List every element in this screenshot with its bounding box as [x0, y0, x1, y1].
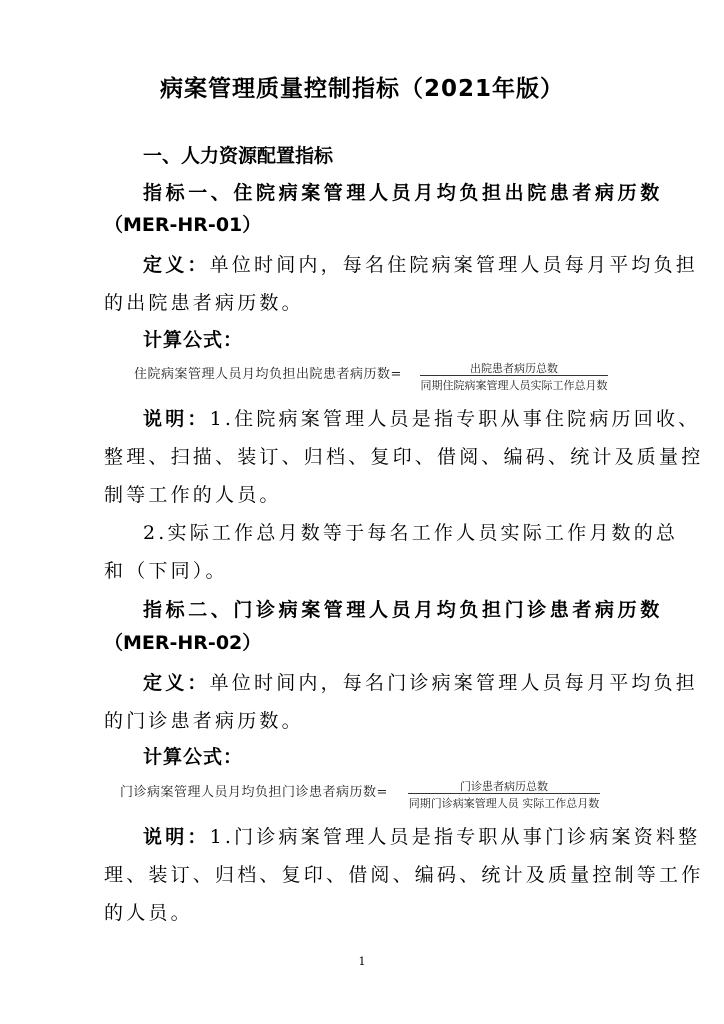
indicator2-formula-numerator: 门诊患者病历总数 — [460, 780, 548, 793]
indicator1-definition-cont: 的出院患者病历数。 — [104, 292, 304, 314]
indicator2-heading: 指标二、门诊病案管理人员月均负担门诊患者病历数 — [143, 599, 663, 621]
indicator1-note-cont: 整理、扫描、装订、归档、复印、借阅、编码、统计及质量控 — [104, 446, 704, 468]
definition-label: 定义： — [143, 672, 210, 694]
page-title: 病案管理质量控制指标（2021年版） — [159, 76, 564, 102]
indicator1-note — [143, 404, 700, 431]
indicator2-formula-lhs: 门诊病案管理人员月均负担门诊患者病历数= — [120, 785, 388, 800]
indicator2-note — [143, 822, 700, 849]
indicator2-fraction-bar — [408, 793, 600, 794]
page-number: 1 — [358, 955, 366, 968]
indicator1-fraction-bar — [420, 375, 608, 376]
indicator1-code: （MER-HR-01） — [104, 214, 262, 236]
indicator1-heading: 指标一、住院病案管理人员月均负担出院患者病历数 — [143, 182, 663, 204]
definition-text: 单位时间内，每名住院病案管理人员每月平均负担 — [209, 254, 699, 276]
note-text: 1.门诊病案管理人员是指专职从事门诊病案资料整 — [209, 826, 701, 848]
indicator1-formula-lhs: 住院病案管理人员月均负担出院患者病历数= — [134, 367, 402, 382]
note-text: 1.住院病案管理人员是指专职从事住院病历回收、 — [209, 408, 701, 430]
indicator2-formula-label: 计算公式： — [143, 746, 244, 768]
indicator1-note2-cont: 和（下同）。 — [104, 560, 228, 582]
indicator2-definition — [143, 668, 698, 695]
indicator2-code: （MER-HR-02） — [104, 632, 262, 654]
note-label: 说明： — [143, 408, 210, 430]
indicator2-definition-cont: 的门诊患者病历数。 — [104, 710, 304, 732]
indicator2-note-cont: 的人员。 — [104, 902, 193, 924]
indicator1-note-cont: 制等工作的人员。 — [104, 484, 282, 506]
indicator2-note-cont: 理、装订、归档、复印、借阅、编码、统计及质量控制等工作 — [104, 864, 704, 886]
indicator1-formula-numerator: 出院患者病历总数 — [470, 362, 558, 375]
indicator1-formula-label: 计算公式： — [143, 329, 244, 351]
definition-label: 定义： — [143, 254, 210, 276]
definition-text: 单位时间内，每名门诊病案管理人员每月平均负担 — [209, 672, 699, 694]
indicator1-definition — [143, 250, 698, 277]
section-heading: 一、人力资源配置指标 — [143, 145, 334, 167]
indicator1-note2: 2.实际工作总月数等于每名工作人员实际工作月数的总 — [143, 522, 679, 544]
indicator2-formula-denominator: 同期门诊病案管理人员 实际工作总月数 — [408, 797, 600, 810]
note-label: 说明： — [143, 826, 210, 848]
indicator1-formula-denominator: 同期住院病案管理人员实际工作总月数 — [420, 379, 608, 392]
